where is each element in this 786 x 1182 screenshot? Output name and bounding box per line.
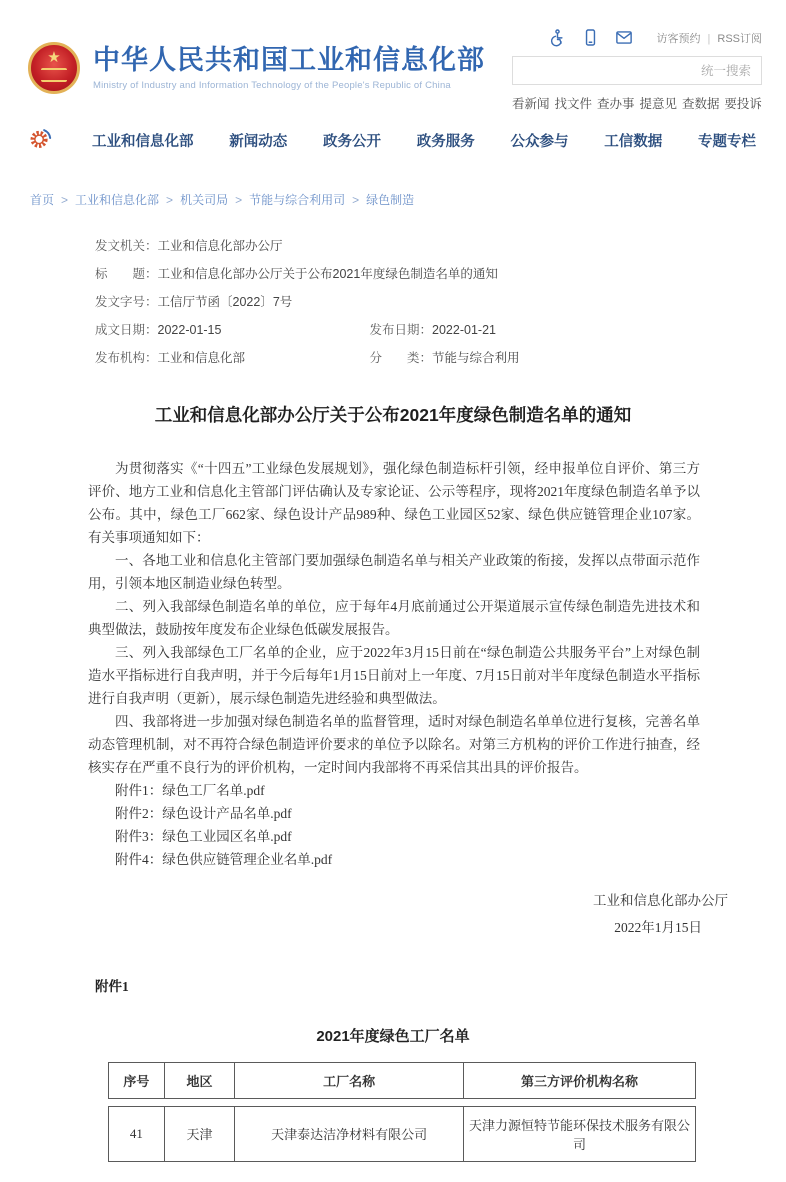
header-right bbox=[512, 24, 762, 112]
meta-value: 工信厅节函〔2022〕7号 bbox=[157, 295, 293, 309]
cell-factory: 天津泰达洁净材料有限公司 bbox=[235, 1106, 464, 1161]
green-factory-table bbox=[108, 1062, 696, 1162]
nav-items bbox=[92, 130, 756, 151]
table-row bbox=[109, 1106, 696, 1161]
site-subtitle: Ministry of Industry and Information Technology of the People's Republic of China bbox=[93, 80, 451, 92]
site-logo-link[interactable] bbox=[28, 24, 485, 112]
meta-label: 发布机构： bbox=[95, 351, 158, 365]
document-meta bbox=[95, 238, 700, 368]
attachment-pdf-link[interactable]: 附件1：绿色工厂名单.pdf bbox=[115, 782, 265, 798]
meta-label: 发文机关： bbox=[95, 239, 158, 253]
attachment-links bbox=[88, 779, 700, 871]
breadcrumb bbox=[0, 167, 786, 208]
table-header-cell: 第三方评价机构名称 bbox=[464, 1062, 696, 1098]
meta-row bbox=[95, 350, 700, 368]
signature-office: 工业和信息化部办公厅 bbox=[593, 892, 728, 908]
appendix-label: 附件1 bbox=[95, 978, 129, 994]
utility-row bbox=[512, 28, 762, 47]
cell-no: 41 bbox=[109, 1106, 165, 1161]
nav-item[interactable]: 政务服务 bbox=[416, 134, 475, 150]
quick-link[interactable]: 查数据 bbox=[681, 97, 720, 111]
meta-label-2: 发布日期： bbox=[369, 323, 433, 337]
breadcrumb-link[interactable]: > 节能与综合利用司 bbox=[228, 193, 345, 207]
nav-item[interactable]: 政务公开 bbox=[323, 134, 381, 150]
breadcrumb-link[interactable]: > 工业和信息化部 bbox=[54, 193, 159, 207]
meta-value: 2022-01-15 bbox=[157, 323, 222, 337]
accessibility-icon[interactable] bbox=[548, 28, 567, 47]
meta-row bbox=[95, 238, 700, 256]
meta-value: 工业和信息化部办公厅关于公布2021年度绿色制造名单的通知 bbox=[157, 267, 498, 281]
meta-row bbox=[95, 322, 700, 340]
quick-link[interactable]: 要投诉 bbox=[724, 97, 762, 111]
mobile-icon[interactable] bbox=[581, 28, 600, 47]
breadcrumb-link[interactable]: > 绿色制造 bbox=[345, 193, 414, 207]
nav-item[interactable]: 专题专栏 bbox=[698, 134, 756, 150]
meta-value-2: 节能与综合利用 bbox=[432, 351, 520, 365]
visitor-appointment-link[interactable]: 访客预约 bbox=[656, 32, 701, 45]
nav-item[interactable]: 工信数据 bbox=[604, 134, 663, 150]
site-header bbox=[0, 20, 786, 118]
attachment-pdf-link[interactable]: 附件4：绿色供应链管理企业名单.pdf bbox=[115, 851, 333, 867]
notice-paragraph: 一、各地工业和信息化主管部门要加强绿色制造名单与相关产业政策的衔接，发挥以点带面示范作用，引领本地区制造业绿色转型。 bbox=[88, 552, 700, 591]
gear-logo-icon bbox=[28, 126, 52, 155]
rss-subscribe-link[interactable]: RSS订阅 bbox=[717, 32, 762, 45]
notice-body bbox=[88, 457, 700, 871]
quick-links bbox=[512, 94, 762, 112]
site-title: 中华人民共和国工业和信息化部 bbox=[93, 44, 485, 75]
table-header-cell: 序号 bbox=[109, 1062, 165, 1098]
quick-link[interactable]: 查办事 bbox=[596, 97, 635, 111]
main-nav bbox=[0, 118, 786, 167]
top-links-separator: | bbox=[707, 32, 711, 45]
site-title-block bbox=[93, 45, 485, 91]
attachment-pdf-link[interactable]: 附件2：绿色设计产品名单.pdf bbox=[115, 805, 292, 821]
signature-date: 2022年1月15日 bbox=[614, 919, 702, 935]
table-header-row bbox=[109, 1062, 696, 1098]
notice-title: 工业和信息化部办公厅关于公布2021年度绿色制造名单的通知 bbox=[154, 404, 632, 425]
notice-paragraph: 为贯彻落实《“十四五”工业绿色发展规划》，强化绿色制造标杆引领，经申报单位自评价、第三方评价、地方工业和信息化主管部门评估确认及专家论证、公示等程序，现将2021年度绿色制造名单予以公布。其中，绿色工厂662家、绿色设计产品989种、绿色工业园区52家、绿色供应链管理企业107家。有关事项通知如下： bbox=[88, 460, 700, 545]
quick-link[interactable]: 提意见 bbox=[639, 97, 677, 111]
nav-item[interactable]: 新闻动态 bbox=[229, 134, 288, 150]
notice-paragraphs bbox=[88, 457, 700, 779]
meta-label-2: 分 类： bbox=[369, 351, 433, 365]
signature-block bbox=[0, 887, 728, 941]
table-header-cell: 地区 bbox=[164, 1062, 234, 1098]
national-emblem-icon bbox=[28, 42, 80, 94]
breadcrumb-link[interactable]: 首页 bbox=[30, 193, 55, 207]
meta-label: 发文字号： bbox=[95, 295, 158, 309]
meta-row bbox=[95, 294, 700, 312]
breadcrumb-link[interactable]: > 机关司局 bbox=[159, 193, 228, 207]
notice-paragraph: 二、列入我部绿色制造名单的单位，应于每年4月底前通过公开渠道展示宣传绿色制造先进技术和典型做法，鼓励按年度发布企业绿色低碳发展报告。 bbox=[88, 598, 700, 637]
quick-link[interactable]: 找文件 bbox=[554, 97, 592, 111]
table-body bbox=[108, 1106, 696, 1162]
nav-item[interactable]: 公众参与 bbox=[510, 134, 569, 150]
meta-label: 成文日期： bbox=[95, 323, 158, 337]
nav-item[interactable]: 工业和信息化部 bbox=[92, 134, 194, 150]
table-header-cell: 工厂名称 bbox=[235, 1062, 464, 1098]
search-input[interactable] bbox=[512, 56, 762, 85]
table-title: 2021年度绿色工厂名单 bbox=[316, 1027, 470, 1045]
attachment-pdf-link[interactable]: 附件3：绿色工业园区名单.pdf bbox=[115, 828, 292, 844]
utility-icons bbox=[548, 28, 634, 47]
meta-value: 工业和信息化部办公厅 bbox=[157, 239, 283, 253]
meta-value: 工业和信息化部 bbox=[157, 351, 246, 365]
meta-label: 标 题： bbox=[95, 267, 158, 281]
mail-icon[interactable] bbox=[614, 28, 634, 47]
meta-value-2: 2022-01-21 bbox=[432, 323, 496, 337]
table-header bbox=[108, 1062, 696, 1099]
notice-paragraph: 四、我部将进一步加强对绿色制造名单的监督管理，适时对绿色制造名单单位进行复核，完善名单动态管理机制，对不再符合绿色制造评价要求的单位予以除名。对第三方机构的评价工作进行抽查，经核实存在严重不良行为的评价机构，一定时间内我部将不再采信其出具的评价报告。 bbox=[88, 713, 700, 775]
top-links bbox=[657, 30, 762, 46]
meta-row bbox=[95, 266, 700, 284]
quick-link[interactable]: 看新闻 bbox=[512, 97, 550, 111]
cell-agency: 天津力源恒特节能环保技术服务有限公司 bbox=[464, 1106, 696, 1161]
notice-paragraph: 三、列入我部绿色工厂名单的企业，应于2022年3月15日前在“绿色制造公共服务平台”上对绿色制造水平指标进行自我声明，并于今后每年1月15日前对上一年度、7月15日前对半年度绿色制造水平指标进行自我声明（更新），展示绿色制造先进经验和典型做法。 bbox=[88, 644, 700, 706]
cell-region: 天津 bbox=[164, 1106, 234, 1161]
